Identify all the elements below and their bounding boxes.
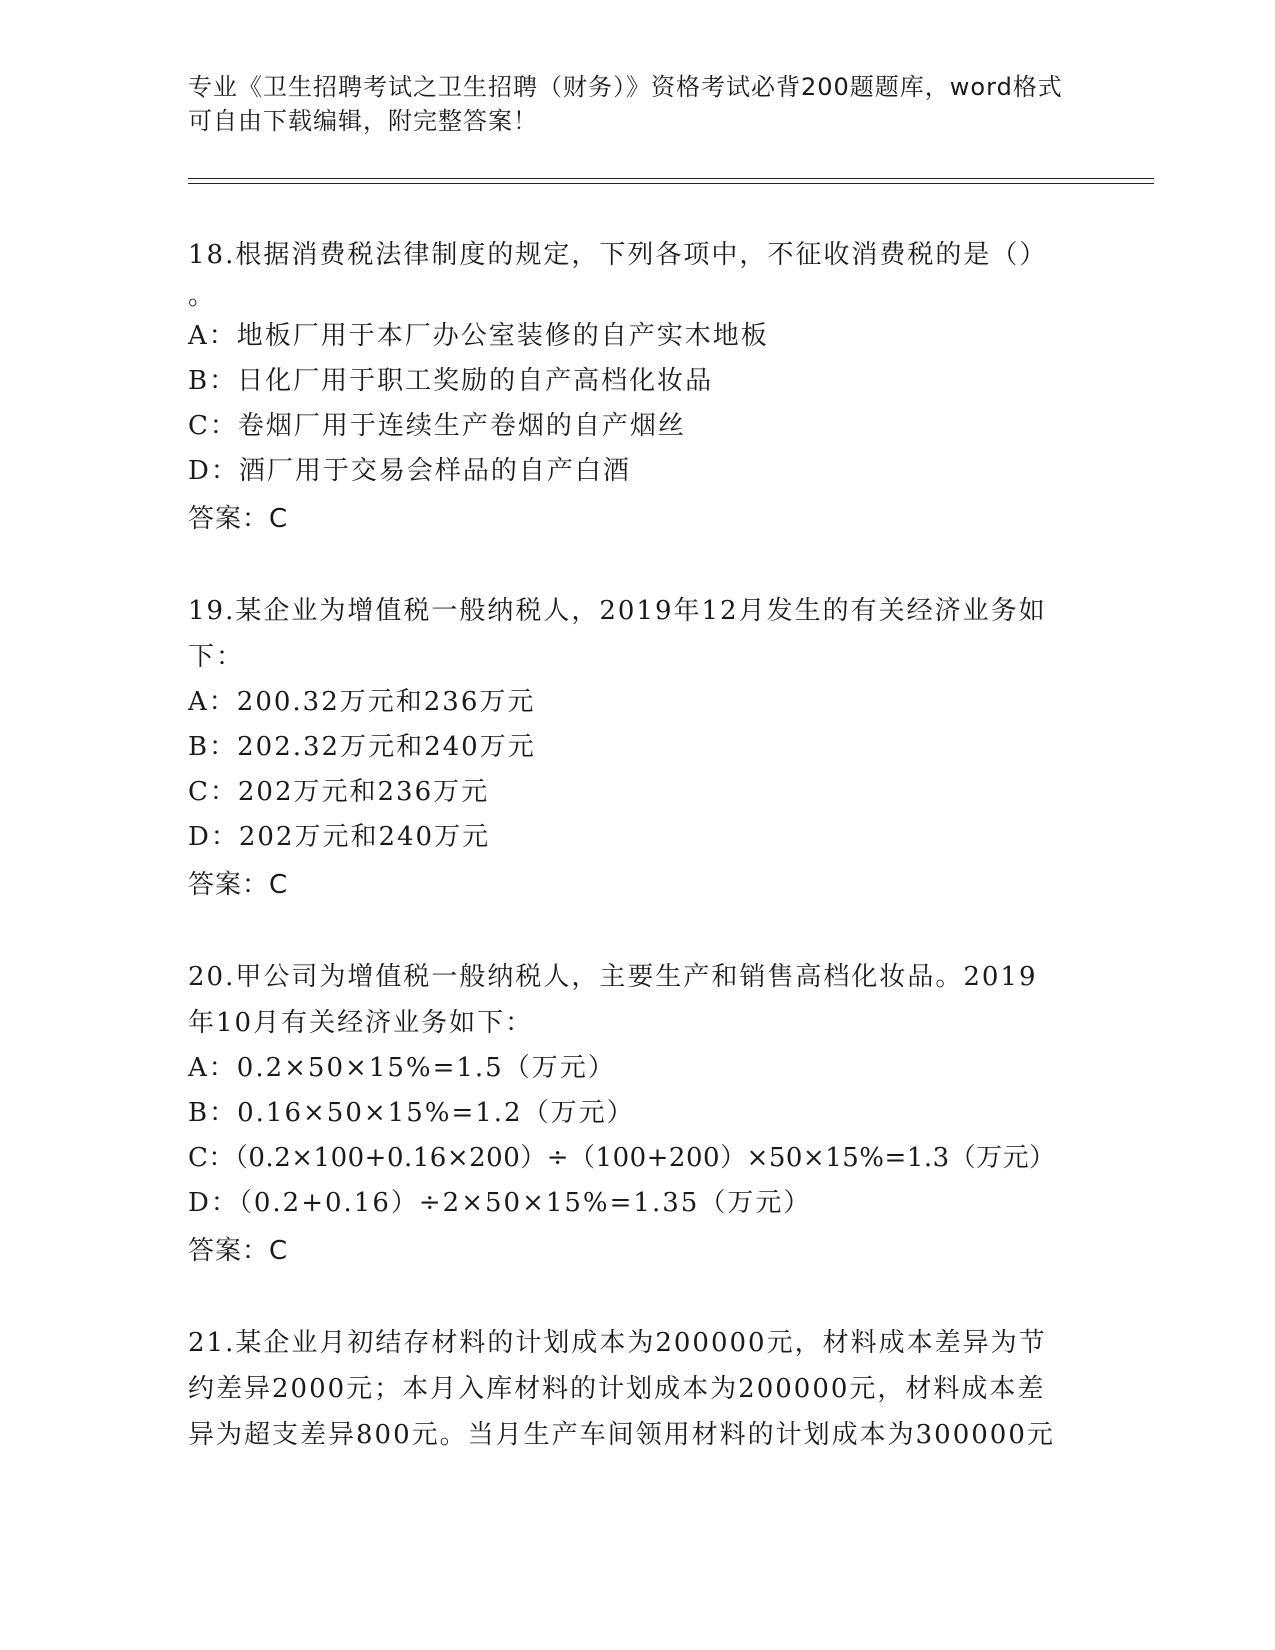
option-d: D：酒厂用于交易会样品的自产白酒 bbox=[188, 456, 631, 486]
question-20 bbox=[188, 954, 1088, 1276]
answer: 答案：C bbox=[188, 870, 289, 900]
option-b: B：202.32万元和240万元 bbox=[188, 732, 536, 762]
question-18 bbox=[188, 232, 1088, 544]
question-stem bbox=[188, 232, 1088, 314]
option-d: D：（0.2+0.16）÷2×50×15%=1.35（万元） bbox=[188, 1188, 812, 1218]
question-19 bbox=[188, 588, 1088, 910]
option-c: C：202万元和236万元 bbox=[188, 777, 490, 807]
document-header bbox=[188, 70, 1088, 138]
option-a: A：200.32万元和236万元 bbox=[188, 687, 536, 717]
header-line-1: 专业《卫生招聘考试之卫生招聘（财务）》资格考试必背200题题库，word格式 bbox=[188, 73, 1063, 101]
stem-line: 21.某企业月初结存材料的计划成本为200000元，材料成本差异为节 bbox=[188, 1328, 1047, 1358]
answer: 答案：C bbox=[188, 1236, 289, 1266]
stem-line: 19.某企业为增值税一般纳税人，2019年12月发生的有关经济业务如 bbox=[188, 596, 1047, 626]
option-c: C：卷烟厂用于连续生产卷烟的自产烟丝 bbox=[188, 411, 686, 441]
answer: 答案：C bbox=[188, 504, 289, 534]
stem-line: 约差异2000元；本月入库材料的计划成本为200000元，材料成本差 bbox=[188, 1374, 1046, 1404]
header-rule-top bbox=[188, 178, 1154, 179]
question-stem bbox=[188, 588, 1088, 680]
option-b: B：日化厂用于职工奖励的自产高档化妆品 bbox=[188, 366, 714, 396]
option-d: D：202万元和240万元 bbox=[188, 822, 491, 852]
option-a: A：地板厂用于本厂办公室装修的自产实木地板 bbox=[188, 321, 769, 351]
stem-line: 18.根据消费税法律制度的规定，下列各项中，不征收消费税的是（） bbox=[188, 240, 1048, 270]
header-line-2: 可自由下载编辑，附完整答案！ bbox=[188, 107, 538, 135]
question-stem bbox=[188, 954, 1088, 1046]
question-list bbox=[188, 232, 1088, 1502]
option-a: A：0.2×50×15%=1.5（万元） bbox=[188, 1053, 616, 1083]
stem-line: 20.甲公司为增值税一般纳税人，主要生产和销售高档化妆品。2019 bbox=[188, 962, 1038, 992]
option-c: C：（0.2×100+0.16×200）÷（100+200）×50×15%=1.3（万元） bbox=[188, 1143, 1056, 1173]
question-stem bbox=[188, 1320, 1088, 1458]
stem-line: 下： bbox=[188, 642, 245, 672]
header-rule-bottom bbox=[188, 183, 1154, 184]
stem-line: 年10月有关经济业务如下： bbox=[188, 1008, 534, 1038]
stem-line: 异为超支差异800元。当月生产车间领用材料的计划成本为300000元 bbox=[188, 1420, 1055, 1450]
stem-line: 。 bbox=[188, 281, 217, 311]
option-b: B：0.16×50×15%=1.2（万元） bbox=[188, 1098, 635, 1128]
question-21 bbox=[188, 1320, 1088, 1458]
